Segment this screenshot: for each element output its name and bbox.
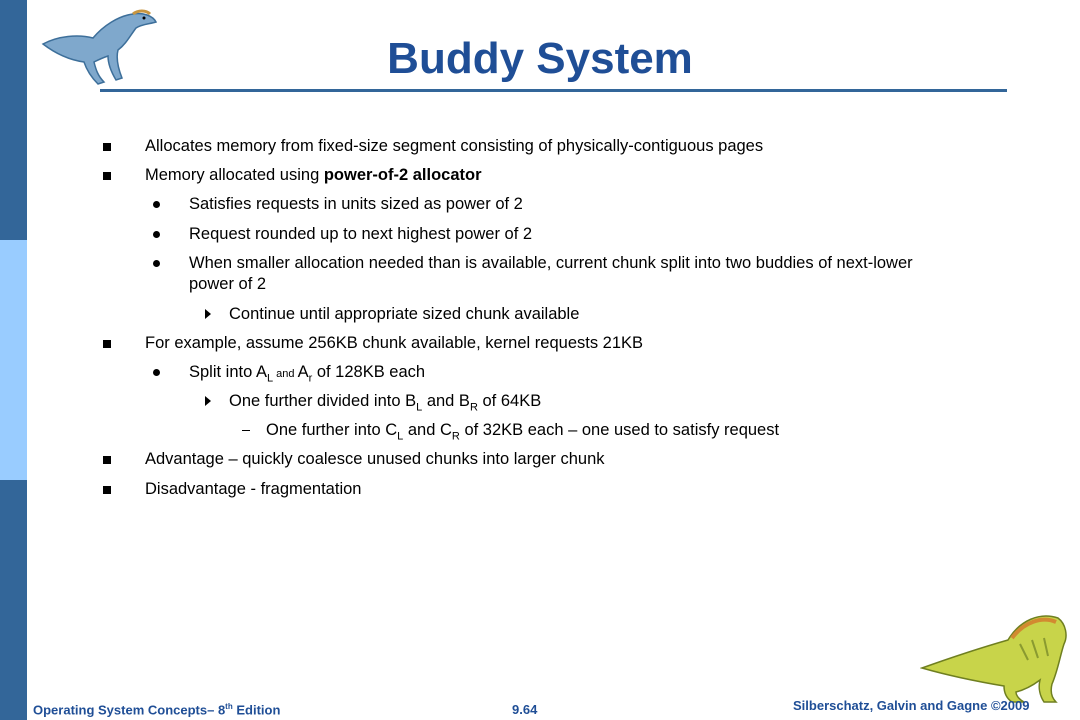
list-item: [242, 420, 1022, 442]
bullet-text-continued: power of 2: [189, 275, 267, 293]
bullet-text: Allocates memory from fixed-size segment consisting of physically-contiguous pages: [145, 137, 764, 155]
list-item: [103, 333, 1003, 355]
bullet-text: One further divided into $B_L$ and $B_R$ of 64KB: [229, 392, 542, 414]
square-bullet-icon: [103, 486, 111, 494]
list-item: [153, 253, 1003, 297]
bullet-text: One further into $C_L$ and $C_R$ of 32KB each – one used to satisfy request: [266, 421, 780, 443]
footer-copyright: Silberschatz, Galvin and Gagne ©2009: [793, 698, 1030, 713]
bullet-text: Split into $A_L$ and $A_r$ of 128KB each: [189, 363, 426, 385]
list-item: [153, 362, 1003, 384]
list-item: [103, 449, 1003, 471]
dash-bullet-icon: [242, 430, 250, 431]
list-item: [205, 391, 1005, 413]
list-item: [103, 479, 1003, 501]
bullet-text: For example, assume 256KB chunk available, kernel requests 21KB: [145, 334, 644, 352]
sidebar-highlight: [0, 240, 27, 480]
footer-page-number: 9.64: [512, 702, 538, 717]
list-item: [103, 165, 1003, 187]
square-bullet-icon: [103, 340, 111, 348]
list-item: [103, 136, 1003, 158]
arrow-bullet-icon: [205, 396, 211, 406]
bullet-text: Disadvantage - fragmentation: [145, 480, 362, 498]
bullet-text: Advantage – quickly coalesce unused chunks into larger chunk: [145, 450, 605, 468]
list-item: [205, 304, 1005, 326]
square-bullet-icon: [103, 456, 111, 464]
list-item: [153, 224, 1003, 246]
bullet-text: When smaller allocation needed than is available, current chunk split into two buddies of next-lower: [189, 254, 913, 272]
round-bullet-icon: [153, 260, 160, 267]
bullet-text: Request rounded up to next highest power of 2: [189, 225, 533, 243]
square-bullet-icon: [103, 143, 111, 151]
square-bullet-icon: [103, 172, 111, 180]
list-item: [153, 194, 1003, 216]
dinosaur-bottom-illustration: [920, 600, 1070, 705]
page-title: Buddy System: [387, 34, 693, 83]
arrow-bullet-icon: [205, 309, 211, 319]
footer-book-title: Operating System Concepts– 8th Edition: [33, 702, 281, 718]
round-bullet-icon: [153, 369, 160, 376]
bullet-text: Memory allocated using power-of-2 allocator: [145, 166, 482, 184]
title-divider: [100, 89, 1007, 92]
round-bullet-icon: [153, 201, 160, 208]
round-bullet-icon: [153, 231, 160, 238]
bullet-text: Continue until appropriate sized chunk available: [229, 305, 580, 323]
bullet-text: Satisfies requests in units sized as power of 2: [189, 195, 523, 213]
